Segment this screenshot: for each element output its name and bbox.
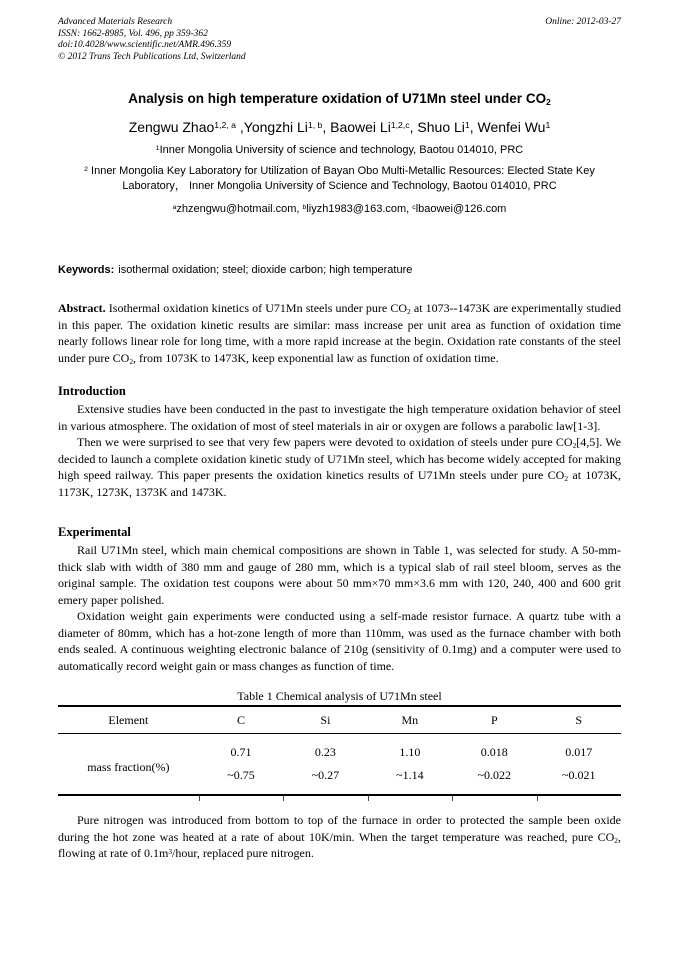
- issn-line: ISSN: 1662-8985, Vol. 496, pp 359-362: [58, 28, 208, 39]
- affiliation-2: $^2$ Inner Mongolia Key Laboratory for Utilization of Bayan Obo Multi-Metallic Resources: Elected State Key Laboratory， Inner Mongolia University of Science and Technology, Baotou 014010, PRC: [84, 165, 595, 192]
- doi-line: doi:10.4028/www.scientific.net/AMR.496.359: [58, 40, 232, 50]
- keywords-line: [58, 263, 621, 278]
- table-cell: 1.10: [399, 745, 421, 759]
- table-row-min: [58, 734, 621, 765]
- table-column-ticks: [58, 796, 621, 801]
- table-cell: ~1.14: [396, 768, 424, 782]
- table-cell: ~0.022: [477, 768, 512, 782]
- table-caption: Table 1 Chemical analysis of U71Mn steel: [237, 689, 442, 703]
- section-heading-introduction: Introduction: [58, 384, 126, 398]
- author-emails: $^a$zhzengwu@hotmail.com, $^b$liyzh1983@163.com, $^c$lbaowei@126.com: [172, 203, 507, 215]
- table-cell: 0.71: [230, 745, 252, 759]
- table-cell: ~0.021: [562, 768, 596, 782]
- final-paragraph: Pure nitrogen was introduced from bottom to top of the furnace in order to protected the sample been oxide during the hot zone was heated at a rate of about 10K/min. When the target temperature was reached, pure $CO_2$, flowing at rate of $0.1m^3$/hour, replaced pure nitrogen.: [58, 813, 621, 860]
- abstract-paragraph: Abstract. Isothermal oxidation kinetics of U71Mn steels under pure $CO_2$ at 1073--1473K are experimentally studied in this paper. The oxidation kinetic results are similar: mass increase per unit area as function of oxidation time nearly follows linear role for long time, with a more rapid increase at the begin. Oxidation rate constants of the steel under pure $CO_2$, from 1073K to 1473K, keep exponential law as function of oxidation time.: [58, 301, 621, 366]
- keywords-text: isothermal oxidation; steel; dioxide carbon; high temperature: [118, 264, 413, 276]
- table-header-mn: Mn: [368, 706, 452, 734]
- table-header-si: Si: [283, 706, 367, 734]
- publication-header: [58, 17, 621, 63]
- table-cell: 0.017: [565, 745, 593, 759]
- introduction-paragraph-2: Then we were surprised to see that very few papers were devoted to oxidation of steels under pure $CO_2[4,5]$. We decided to launch a complete oxidation kinetic study of U71Mn steel, which has become widely accepted for making high speed railway. This paper presents the oxidation kinetics results of U71Mn steels under pure $CO_2$ at 1073K, 1173K, 1273K, 1373K and 1473K.: [58, 435, 622, 499]
- table-cell: ~0.27: [311, 768, 340, 782]
- online-date: Online: 2012-03-27: [545, 17, 621, 27]
- table-cell: 0.23: [314, 745, 336, 759]
- table-header-s: S: [537, 706, 621, 734]
- keywords-label: Keywords:: [58, 264, 115, 276]
- table-cell: ~0.75: [227, 768, 255, 782]
- table-row-label: mass fraction(%): [87, 760, 170, 774]
- table-header-element: Element: [58, 706, 199, 734]
- affiliation-1: $^1$Inner Mongolia University of science and technology, Baotou 014010, PRC: [155, 144, 524, 156]
- copyright-line: © 2012 Trans Tech Publications Ltd, Switzerland: [58, 51, 246, 62]
- paper-title: Analysis on high temperature oxidation of U71Mn steel under $CO_2$: [128, 91, 551, 108]
- table-cell: 0.018: [480, 745, 508, 759]
- author-line: Zengwu Zhao$^{1,2, a}$ ,Yongzhi Li$^{1, b}$, Baowei Li$^{1,2,c}$, Shuo Li$^1$, Wenfei Wu$^1$: [128, 119, 551, 135]
- table-header-p: P: [452, 706, 536, 734]
- section-heading-experimental: Experimental: [58, 525, 131, 539]
- chemical-analysis-table: [58, 705, 621, 796]
- experimental-paragraph-2: Oxidation weight gain experiments were conducted using a self-made resistor furnace. A quartz tube with a diameter of 80mm, which has a hot-zone length of more than 110mm, was used as the furnace chamber with both ends sealed. A continuous weighting electronic balance of 210g (sensitivity of 0.1mg) and a computer were used to automatically record weight gain or mass changes as function of time.: [58, 609, 621, 673]
- table-header-c: C: [199, 706, 283, 734]
- experimental-paragraph-1: Rail U71Mn steel, which main chemical compositions are shown in Table 1, was selected for study. A 50-mm-thick slab with width of 380 mm and gauge of 280 mm, which is a typical slab of rail steel bloom, serves as the original sample. The oxidation test coupons were about 50 mm×70 mm×3.6 mm with 120, 240, 400 and 600 grit emery paper polished.: [58, 543, 621, 607]
- table-header-row: [58, 706, 621, 734]
- journal-name: Advanced Materials Research: [58, 17, 173, 27]
- introduction-paragraph-1: Extensive studies have been conducted in the past to investigate the high temperature oxidation behavior of steel in various atmosphere. The oxidation of most of steel materials in air or oxygen are follows a parabolic law[1-3].: [58, 402, 621, 433]
